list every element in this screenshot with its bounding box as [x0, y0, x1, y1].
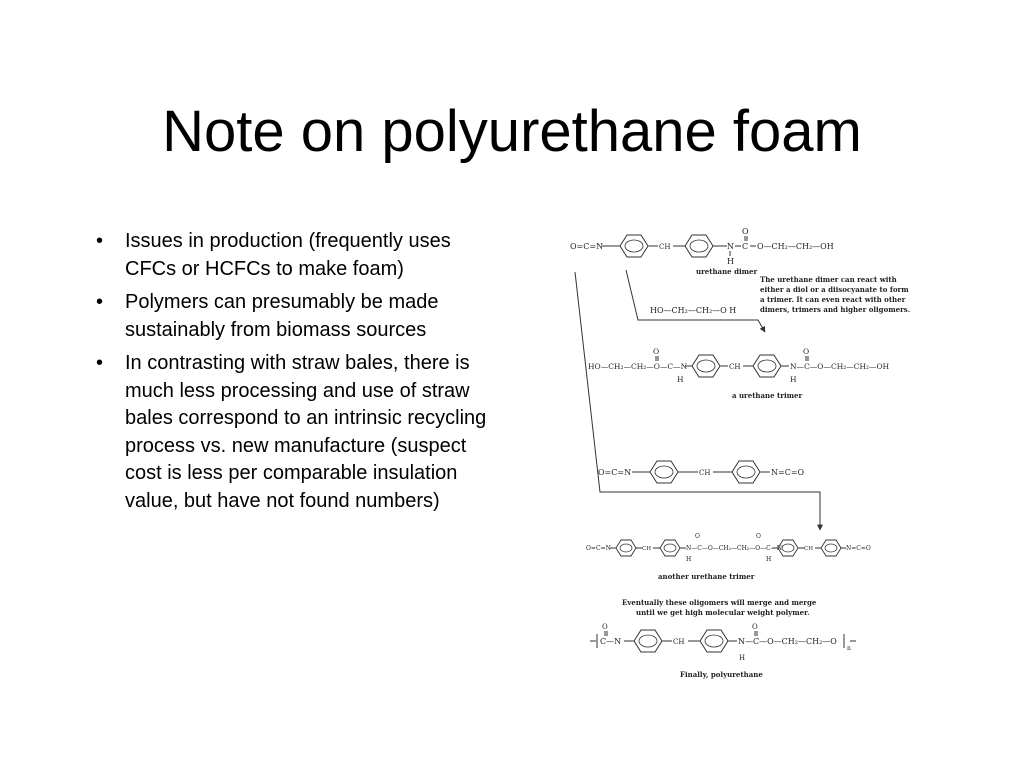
- note-line: Eventually these oligomers will merge and merge: [622, 598, 817, 607]
- carbonyl-oxygen: O: [653, 347, 660, 356]
- dimer-reaction-note: [760, 275, 910, 314]
- note-line: dimers, trimers and higher oligomers.: [760, 305, 911, 314]
- benzene-ring-icon: [821, 540, 841, 556]
- bullet-list: [96, 228, 496, 521]
- another-trimer-caption: another urethane trimer: [658, 572, 755, 581]
- methylene-group: CH: [699, 469, 711, 477]
- reaction-arrow-to-diol-trimer: [626, 270, 765, 332]
- methylene-group: CH: [642, 546, 652, 552]
- bullet-text: In contrasting with straw bales, there is much less processing and use of straw bales correspond to an intrinsic recycling process vs. new manufacture (suspect cost is less per comparable insulation value, but have not found numbers): [125, 352, 487, 512]
- urethane-dimer: [570, 227, 834, 276]
- polyurethane-repeat-unit: [590, 623, 856, 679]
- repeat-unit-chain: N—C—O—CH₂—CH₂—O: [738, 637, 837, 646]
- amine-hydrogen: H: [677, 375, 684, 384]
- urethane-trimer: [588, 347, 890, 400]
- urethane-dimer-caption: urethane dimer: [696, 267, 758, 276]
- benzene-ring-icon: [700, 630, 728, 652]
- methylene-group: CH: [729, 363, 741, 371]
- trimer-right-chain: N—C—O—CH₂—CH₂—OH: [790, 362, 890, 371]
- benzene-ring-icon: [692, 355, 720, 377]
- bullet-text: Polymers can presumably be made sustainably from biomass sources: [125, 291, 439, 341]
- benzene-ring-icon: [616, 540, 636, 556]
- carbonyl-oxygen: O: [742, 227, 749, 236]
- methylene-group: CH: [673, 638, 685, 646]
- isocyanate-group: O=C=N: [586, 545, 611, 552]
- carbonyl-oxygen: O: [752, 623, 758, 631]
- bullet-marker: •: [96, 352, 104, 374]
- isocyanate-group: N=C=O: [846, 545, 871, 552]
- nitrogen-atom: N: [727, 242, 734, 251]
- polyurethane-reaction-diagram: [560, 220, 911, 690]
- benzene-ring-icon: [732, 461, 760, 483]
- carbonyl-oxygen: O: [803, 347, 810, 356]
- polyurethane-caption: Finally, polyurethane: [680, 670, 763, 679]
- carbonyl-carbon: C: [742, 242, 749, 251]
- amine-hydrogen: H: [727, 257, 734, 266]
- amine-hydrogen: H: [790, 375, 797, 384]
- amine-hydrogen: H: [686, 556, 692, 563]
- benzene-ring-icon: [650, 461, 678, 483]
- trimer-left-chain: HO—CH₂—CH₂—O—C—N: [588, 362, 688, 371]
- bullet-item: [96, 350, 496, 515]
- bullet-item: [96, 289, 496, 344]
- benzene-ring-icon: [634, 630, 662, 652]
- bullet-text: Issues in production (frequently uses CFCs or HCFCs to make foam): [125, 230, 451, 280]
- note-line: either a diol or a diisocyanate to form: [760, 285, 909, 294]
- note-line: a trimer. It can even react with other: [760, 295, 906, 304]
- methylene-group: CH: [659, 243, 671, 251]
- benzene-ring-icon: [753, 355, 781, 377]
- note-line: The urethane dimer can react with: [760, 275, 897, 284]
- slide-title: Note on polyurethane foam: [162, 99, 862, 164]
- carbonyl-oxygen: O: [602, 623, 608, 631]
- amine-hydrogen: H: [766, 556, 772, 563]
- note-line: until we get high molecular weight polymer.: [636, 608, 810, 617]
- diisocyanate: [598, 461, 805, 483]
- isocyanate-group: N=C=O: [771, 468, 805, 477]
- amine-hydrogen: H: [739, 654, 746, 662]
- degree-of-polymerization: n: [847, 645, 851, 652]
- urethane-trimer-caption: a urethane trimer: [732, 391, 803, 400]
- carbonyl-oxygen: O: [756, 533, 761, 540]
- oligomer-merge-note: [622, 598, 817, 617]
- ethylene-glycol: HO—CH₂—CH₂—O H: [650, 306, 737, 315]
- isocyanate-group: O=C=N: [598, 468, 632, 477]
- urethane-linkage-chain: N—C—O—CH₂—CH₂—O—C—N: [686, 545, 782, 552]
- another-urethane-trimer: [586, 533, 871, 581]
- repeat-unit-start: C—N: [600, 637, 622, 646]
- benzene-ring-icon: [660, 540, 680, 556]
- benzene-ring-icon: [685, 235, 713, 257]
- methylene-group: CH: [804, 546, 814, 552]
- benzene-ring-icon: [620, 235, 648, 257]
- bullet-marker: •: [96, 230, 104, 252]
- hydroxyethyl-tail: O—CH₂—CH₂—OH: [757, 242, 834, 251]
- carbonyl-oxygen: O: [695, 533, 700, 540]
- bullet-marker: •: [96, 291, 104, 313]
- isocyanate-group: O=C=N: [570, 242, 604, 251]
- bullet-item: [96, 228, 496, 283]
